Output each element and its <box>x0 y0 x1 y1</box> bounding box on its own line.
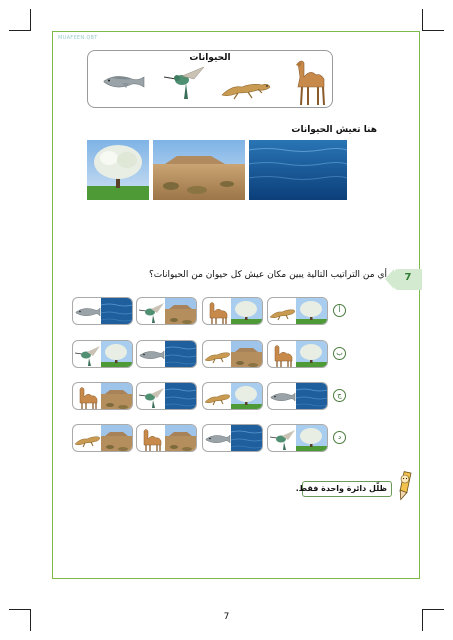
animal-habitat-card <box>136 340 197 368</box>
answer-choice-circle[interactable]: د <box>333 431 346 444</box>
hummingbird-icon <box>268 425 297 452</box>
fish-icon <box>73 298 102 325</box>
crop-mark-top-right <box>422 9 444 31</box>
tree-habitat-image <box>296 341 327 368</box>
hummingbird-icon <box>137 383 166 410</box>
question-text: أي من التراتيب التالية يبين مكان عيش كل حيوان من الحيوانات؟ <box>148 270 387 280</box>
sea-habitat-image <box>231 425 262 452</box>
sea-photo <box>249 140 347 200</box>
lizard-icon <box>203 341 232 368</box>
animal-habitat-card <box>72 424 133 452</box>
hummingbird-icon <box>164 67 204 99</box>
lizard-icon <box>73 425 102 452</box>
animal-habitat-card <box>72 340 133 368</box>
hummingbird-icon <box>73 341 102 368</box>
pencil-icon <box>394 470 416 502</box>
animal-habitat-card <box>267 382 328 410</box>
desert-photo <box>153 140 245 200</box>
fish-icon <box>203 425 232 452</box>
sea-habitat-image <box>165 341 196 368</box>
fish-icon <box>104 76 144 88</box>
animal-habitat-card <box>72 297 133 325</box>
camel-icon <box>203 298 232 325</box>
tree-habitat-image <box>101 341 132 368</box>
animal-habitat-card <box>136 382 197 410</box>
fish-icon <box>137 341 166 368</box>
lizard-icon <box>203 383 232 410</box>
animal-habitat-card <box>136 424 197 452</box>
animals-illustrations <box>88 51 334 109</box>
sea-habitat-image <box>101 298 132 325</box>
camel-icon <box>296 61 324 105</box>
answer-choice-circle[interactable]: أ <box>333 304 346 317</box>
animal-habitat-card <box>202 382 263 410</box>
animal-habitat-card <box>72 382 133 410</box>
answer-option-row <box>72 382 362 410</box>
answer-option-row <box>72 297 362 325</box>
tree-photo <box>87 140 149 200</box>
watermark: MUAFEEN.QBT <box>58 35 98 41</box>
tree-habitat-image <box>231 383 262 410</box>
animal-habitat-card <box>202 340 263 368</box>
question-number-badge <box>394 269 422 290</box>
animals-box <box>87 50 333 108</box>
answer-choice-circle[interactable]: ج <box>333 389 346 402</box>
sea-habitat-image <box>296 383 327 410</box>
desert-habitat-image <box>165 298 196 325</box>
answer-option-row <box>72 424 362 452</box>
desert-habitat-image <box>231 341 262 368</box>
animal-habitat-card <box>202 297 263 325</box>
lizard-icon <box>268 298 297 325</box>
animal-habitat-card <box>267 340 328 368</box>
camel-icon <box>73 383 102 410</box>
lizard-icon <box>222 84 270 99</box>
answer-option-row <box>72 340 362 368</box>
crop-mark-top-left <box>9 9 31 31</box>
animal-habitat-card <box>202 424 263 452</box>
habitat-title: هنا تعيش الحيوانات <box>291 125 377 135</box>
hint-text: ظلّل دائرة واحدة فقط. <box>295 484 387 493</box>
animal-habitat-card <box>267 424 328 452</box>
tree-habitat-image <box>296 298 327 325</box>
answer-choice-circle[interactable]: ب <box>333 347 346 360</box>
desert-habitat-image <box>101 425 132 452</box>
animal-habitat-card <box>267 297 328 325</box>
hummingbird-icon <box>137 298 166 325</box>
camel-icon <box>268 341 297 368</box>
tree-habitat-image <box>296 425 327 452</box>
hint-box <box>295 481 392 497</box>
question-number: 7 <box>404 272 412 283</box>
animal-habitat-card <box>136 297 197 325</box>
camel-icon <box>137 425 166 452</box>
page-number: 7 <box>223 612 230 622</box>
desert-habitat-image <box>165 425 196 452</box>
animals-title: الحيوانات <box>189 53 231 63</box>
fish-icon <box>268 383 297 410</box>
sea-habitat-image <box>165 383 196 410</box>
habitat-photos <box>87 140 347 200</box>
desert-habitat-image <box>101 383 132 410</box>
tree-habitat-image <box>231 298 262 325</box>
